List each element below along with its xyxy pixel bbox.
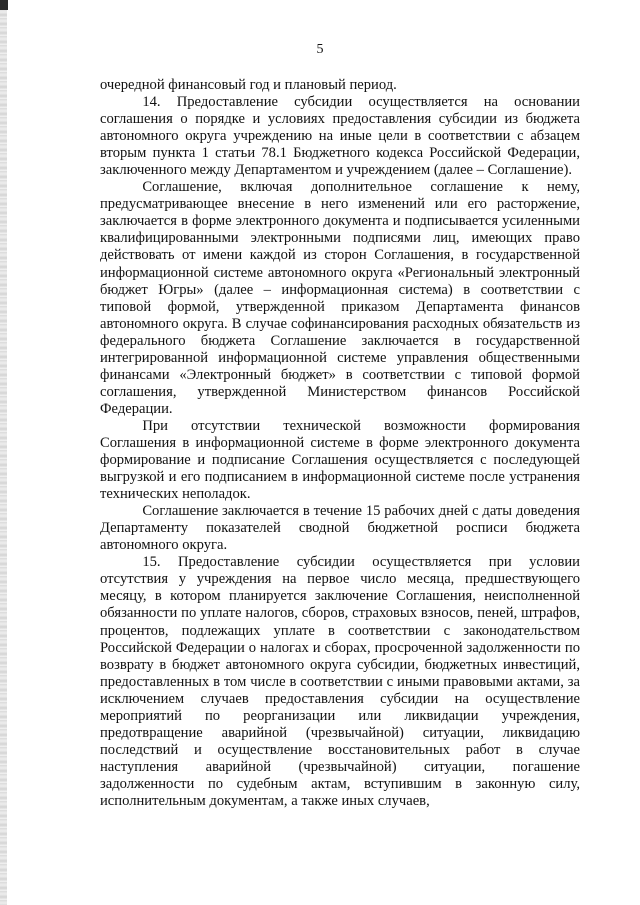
scan-edge-mark [0, 0, 8, 10]
paragraph-agreement-form: Соглашение, включая дополнительное соглашение к нему, предусматривающее внесение в него изменений или его расторжение, заключается в форме электронного документа и подписывается усиленными квалифицированными электронными подписями лиц, имеющих право действовать от имени каждой из сторон Соглашения, в государственной информационной системе автономного округа «Региональный электронный бюджет Югры» (далее – информационная система) в соответствии с типовой формой, утвержденной приказом Департамента финансов автономного округа. В случае софинансирования расходных обязательств из федерального бюджета Соглашение заключается в государственной интегрированной информационной системе управления общественными финансами «Электронный бюджет» в соответствии с типовой формой соглашения, утвержденной Министерством финансов Российской Федерации. [100, 179, 580, 417]
paragraph-clause-14: 14. Предоставление субсидии осуществляется на основании соглашения о порядке и условиях предоставления субсидии из бюджета автономного округа учреждению на иные цели в соответствии с абзацем вторым пункта 1 статьи 78.1 Бюджетного кодекса Российской Федерации, заключенного между Департаментом и учреждением (далее – Соглашение). [100, 94, 580, 179]
paragraph-agreement-term: Соглашение заключается в течение 15 рабочих дней с даты доведения Департаменту показателей сводной бюджетной росписи бюджета автономного округа. [100, 503, 580, 554]
document-body [100, 77, 580, 810]
paragraph-clause-15: 15. Предоставление субсидии осуществляется при условии отсутствия у учреждения на первое число месяца, предшествующего месяцу, в котором планируется заключение Соглашения, неисполненной обязанности по уплате налогов, сборов, страховых взносов, пеней, штрафов, процентов, подлежащих уплате в соответствии с законодательством Российской Федерации о налогах и сборах, просроченной задолженности по возврату в бюджет автономного округа субсидии, бюджетных инвестиций, предоставленных в том числе в соответствии с иными правовыми актами, за исключением случаев предоставления субсидии на осуществление мероприятий по реорганизации или ликвидации учреждения, предотвращение аварийной (чрезвычайной) ситуации, ликвидацию последствий и осуществление восстановительных работ в случае наступления аварийной (чрезвычайной) ситуации, погашение задолженности по судебным актам, вступившим в законную силу, исполнительным документам, а также иных случаев, [100, 554, 580, 809]
scan-edge-shadow [0, 0, 7, 905]
page-number: 5 [316, 42, 324, 57]
paragraph-continuation: очередной финансовый год и плановый период. [100, 77, 397, 93]
paragraph-technical-issues: При отсутствии технической возможности формирования Соглашения в информационной системе в форме электронного документа формирование и подписание Соглашения осуществляется с последующей выгрузкой и его подписанием в информационной системе после устранения технических неполадок. [100, 417, 580, 503]
